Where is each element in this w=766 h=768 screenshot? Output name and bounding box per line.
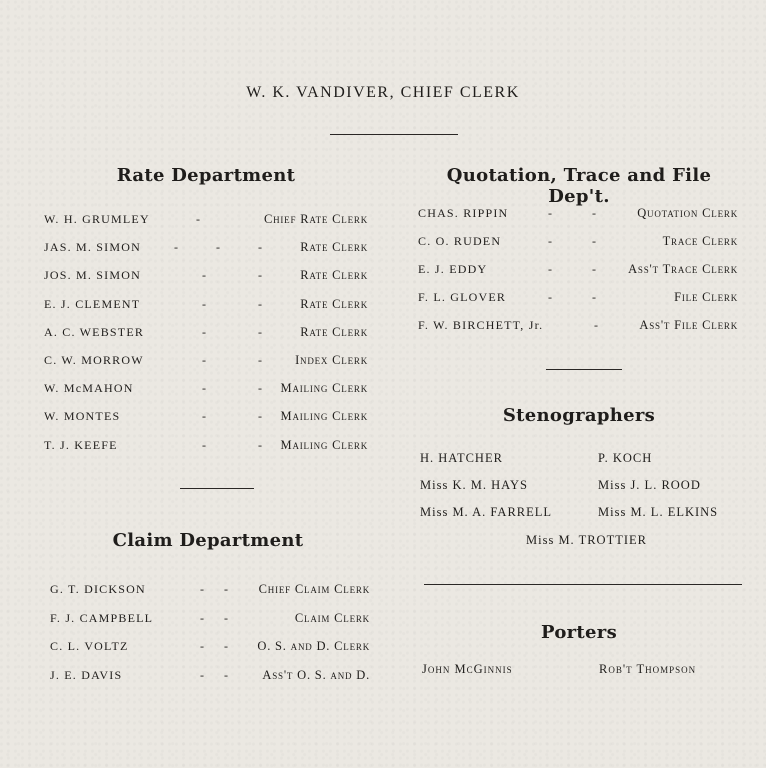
employee-name: C. W. MORROW [44,353,144,367]
roster-row [44,268,368,288]
job-title: Index Clerk [295,353,368,367]
job-title: Ass't File Clerk [639,318,738,332]
leader-dash: - [174,240,180,255]
leader-dash: - [548,290,554,304]
employee-name: JAS. M. SIMON [44,240,141,255]
job-title: Rate Clerk [300,240,368,255]
leader-dash: - [202,324,208,339]
leader-dash: - [258,437,264,452]
leader-dash: - [548,206,554,220]
roster-row [418,206,738,226]
stenographer-name: Miss M. A. FARRELL [420,505,553,519]
leader-dash: - [258,324,264,339]
roster-row [44,325,368,345]
leader-dash: - [224,610,230,625]
employee-name: F. W. BIRCHETT, Jr. [418,318,544,332]
leader-dash: - [202,381,208,396]
roster-row [418,234,738,254]
employee-name: C. O. RUDEN [418,234,502,248]
leader-dash: - [592,206,598,220]
porter-name: John McGinnis [422,662,513,676]
employee-name: W. MONTES [44,409,121,424]
job-title: Chief Rate Clerk [263,212,368,226]
porter-name: Rob't Thompson [599,662,697,676]
roster-row [418,318,738,338]
roster-row [50,639,370,659]
job-title: Ass't O. S. and D. [262,667,370,682]
divider-rate [180,488,254,489]
roster-row [44,353,368,373]
leader-dash: - [200,667,206,682]
job-title: O. S. and D. Clerk [257,639,370,653]
stenographer-name: P. KOCH [598,451,653,465]
leader-dash: - [258,381,264,396]
employee-name: A. C. WEBSTER [44,324,145,339]
stenographer-name: Miss K. M. HAYS [420,478,528,492]
leader-dash: - [202,353,208,367]
claim-department-heading: Claim Department [112,530,304,551]
job-title: File Clerk [674,290,738,304]
stenographer-name: Miss J. L. ROOD [598,478,701,492]
employee-name: F. L. GLOVER [418,290,507,304]
job-title: Chief Claim Clerk [258,582,370,596]
job-title: Mailing Clerk [280,409,368,424]
roster-row [50,668,370,688]
employee-name: JOS. M. SIMON [44,268,141,283]
leader-dash: - [202,409,208,424]
stenographer-name: H. HATCHER [420,451,503,465]
porters-heading: Porters [540,622,618,643]
leader-dash: - [200,639,206,653]
roster-row [50,611,370,631]
leader-dash: - [592,290,598,304]
leader-dash: - [224,582,230,596]
roster-row [44,212,368,232]
divider-stenographers [424,584,742,585]
leader-dash: - [548,234,554,248]
job-title: Rate Clerk [300,268,368,283]
roster-row [44,409,368,429]
stenographer-name: Miss M. TROTTIER [526,533,647,547]
employee-name: W. H. GRUMLEY [44,212,150,226]
leader-dash: - [548,262,554,276]
leader-dash: - [200,582,206,596]
leader-dash: - [594,318,600,332]
stenographer-name: Miss M. L. ELKINS [598,505,719,519]
employee-name: J. E. DAVIS [50,667,123,682]
stenographers-heading: Stenographers [502,405,656,426]
divider-top [330,134,458,135]
job-title: Rate Clerk [300,324,368,339]
leader-dash: - [200,610,206,625]
job-title: Rate Clerk [300,296,368,311]
job-title: Trace Clerk [662,234,738,248]
leader-dash: - [202,268,208,283]
roster-row [418,290,738,310]
leader-dash: - [216,240,222,255]
chief-clerk-title: W. K. VANDIVER, CHIEF CLERK [246,84,520,101]
job-title: Quotation Clerk [637,206,738,220]
roster-row [50,582,370,602]
leader-dash: - [592,234,598,248]
leader-dash: - [202,437,208,452]
employee-name: E. J. EDDY [418,262,488,276]
leader-dash: - [592,262,598,276]
employee-name: W. McMAHON [44,381,134,396]
employee-name: E. J. CLEMENT [44,296,141,311]
leader-dash: - [258,353,264,367]
roster-row [44,240,368,260]
rate-department-heading: Rate Department [116,165,296,186]
leader-dash: - [196,212,202,226]
employee-name: T. J. KEEFE [44,437,118,452]
job-title: Ass't Trace Clerk [628,262,738,276]
leader-dash: - [258,240,264,255]
leader-dash: - [258,296,264,311]
quotation-department-heading: Quotation, Trace and File Dep't. [446,165,712,207]
leader-dash: - [258,409,264,424]
roster-row [418,262,738,282]
employee-name: G. T. DICKSON [50,582,146,596]
employee-name: C. L. VOLTZ [50,639,129,653]
leader-dash: - [202,296,208,311]
roster-row [44,297,368,317]
divider-quotation [546,369,622,370]
leader-dash: - [258,268,264,283]
employee-name: CHAS. RIPPIN [418,206,509,220]
roster-row [44,438,368,458]
job-title: Mailing Clerk [280,381,368,396]
leader-dash: - [224,667,230,682]
job-title: Mailing Clerk [280,437,368,452]
job-title: Claim Clerk [294,610,370,625]
leader-dash: - [224,639,230,653]
roster-row [44,381,368,401]
employee-name: F. J. CAMPBELL [50,610,154,625]
